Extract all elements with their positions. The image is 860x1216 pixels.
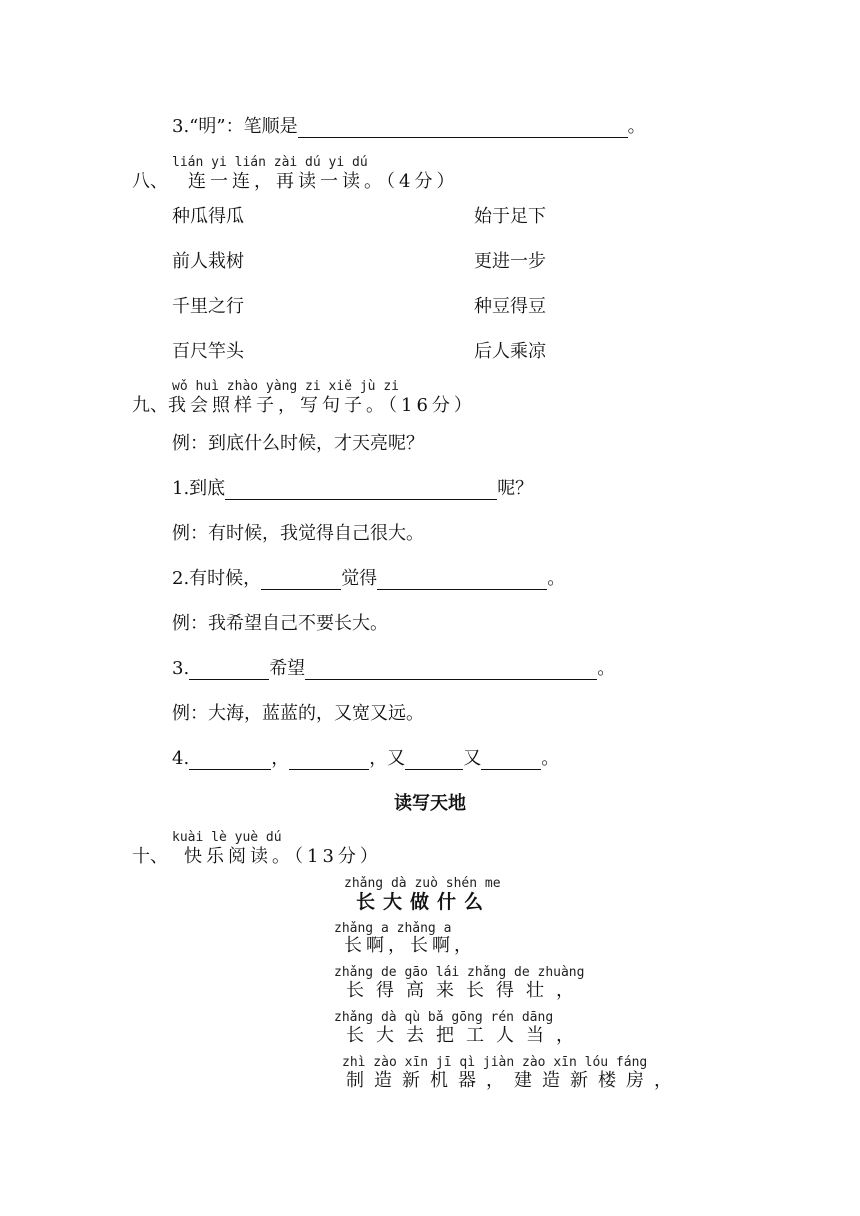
section-heading: 读写天地 [394,793,466,814]
q8-right-item[interactable]: 后人乘凉 [474,341,546,362]
q8-left-item[interactable]: 前人栽树 [172,251,244,272]
poem-line-pinyin: zhǎng dà qù bǎ gōng rén dāng [334,1010,554,1025]
poem-line: 长啊，长啊， [344,935,476,956]
q9-item4-blank-4[interactable] [481,751,541,770]
poem-line: 长大去把工人当， [346,1025,586,1046]
poem-title-pinyin: zhǎng dà zuò shén me [344,876,501,891]
q9-heading [132,395,476,417]
q9-item-4 [172,748,559,770]
q9-item1-prefix: 1.到底 [172,478,226,499]
q9-item3-prefix: 3. [172,658,190,679]
q8-number: 八、 [132,171,168,192]
q9-number: 九、 [132,395,168,416]
q8-left-item[interactable]: 千里之行 [172,296,244,317]
q9-item1-suffix: 呢？ [497,478,534,499]
q8-left-item[interactable]: 种瓜得瓜 [172,206,244,227]
q9-item3-blank-2[interactable] [305,661,597,680]
q9-example-4: 例：大海，蓝蓝的，又宽又远。 [172,703,424,724]
poem-line: 长得高来长得壮， [346,980,586,1001]
q8-right-item[interactable]: 始于足下 [474,206,546,227]
q10-heading [132,846,382,868]
q9-item4-sep2: ，又 [369,748,406,769]
poem-title: 长大做什么 [356,891,492,913]
q8-title: 连一连，再读一读。（4分） [188,171,459,192]
q8-left-item[interactable]: 百尺竿头 [172,341,244,362]
q10-pinyin: kuài lè yuè dú [172,830,282,845]
q9-pinyin: wǒ huì zhào yàng zi xiě jù zi [172,379,399,394]
q9-item2-suffix: 。 [547,568,566,589]
q8-right-item[interactable]: 更进一步 [474,251,546,272]
q9-item3-blank-1[interactable] [189,661,269,680]
q9-item3-suffix: 。 [597,658,616,679]
poem-line: 制造新机器，建造新楼房， [346,1070,682,1091]
q9-item4-blank-2[interactable] [289,751,369,770]
q9-example-1: 例：到底什么时候，才天亮呢？ [172,433,424,454]
q10-number: 十、 [132,846,168,867]
q8-right-item[interactable]: 种豆得豆 [474,296,546,317]
poem-line-pinyin: zhì zào xīn jī qì jiàn zào xīn lóu fáng [342,1055,648,1070]
q9-item2-blank-2[interactable] [377,571,547,590]
poem-line-pinyin: zhǎng de gāo lái zhǎng de zhuàng [334,965,585,980]
q9-item2-mid: 觉得 [341,568,378,589]
q7-item3-suffix: 。 [627,116,646,137]
poem-line-pinyin: zhǎng a zhǎng a [334,921,452,936]
q9-example-2: 例：有时候，我觉得自己很大。 [172,523,424,544]
q7-item3-prefix: 3.“明”：笔顺是 [172,116,298,137]
q7-item3 [172,116,646,138]
q9-item-1 [172,478,533,500]
q9-item4-mid: 又 [463,748,482,769]
q9-example-3: 例：我希望自己不要长大。 [172,613,388,634]
q10-title: 快乐阅读。（13分） [184,846,382,867]
q9-item2-blank-1[interactable] [261,571,341,590]
q8-pinyin: lián yi lián zài dú yi dú [172,155,368,170]
q9-item1-blank[interactable] [225,481,497,500]
q9-item3-mid: 希望 [269,658,306,679]
q9-item-2 [172,568,565,590]
q8-heading [132,171,458,193]
q9-item4-blank-1[interactable] [189,751,271,770]
q9-title: 我会照样子，写句子。（16分） [168,395,476,416]
q9-item4-sep: ， [271,748,290,769]
q9-item-3 [172,658,615,680]
q9-item2-prefix: 2.有时候， [172,568,262,589]
q7-item3-blank[interactable] [298,119,628,138]
q9-item4-blank-3[interactable] [405,751,463,770]
q9-item4-suffix: 。 [541,748,560,769]
q9-item4-prefix: 4. [172,748,190,769]
